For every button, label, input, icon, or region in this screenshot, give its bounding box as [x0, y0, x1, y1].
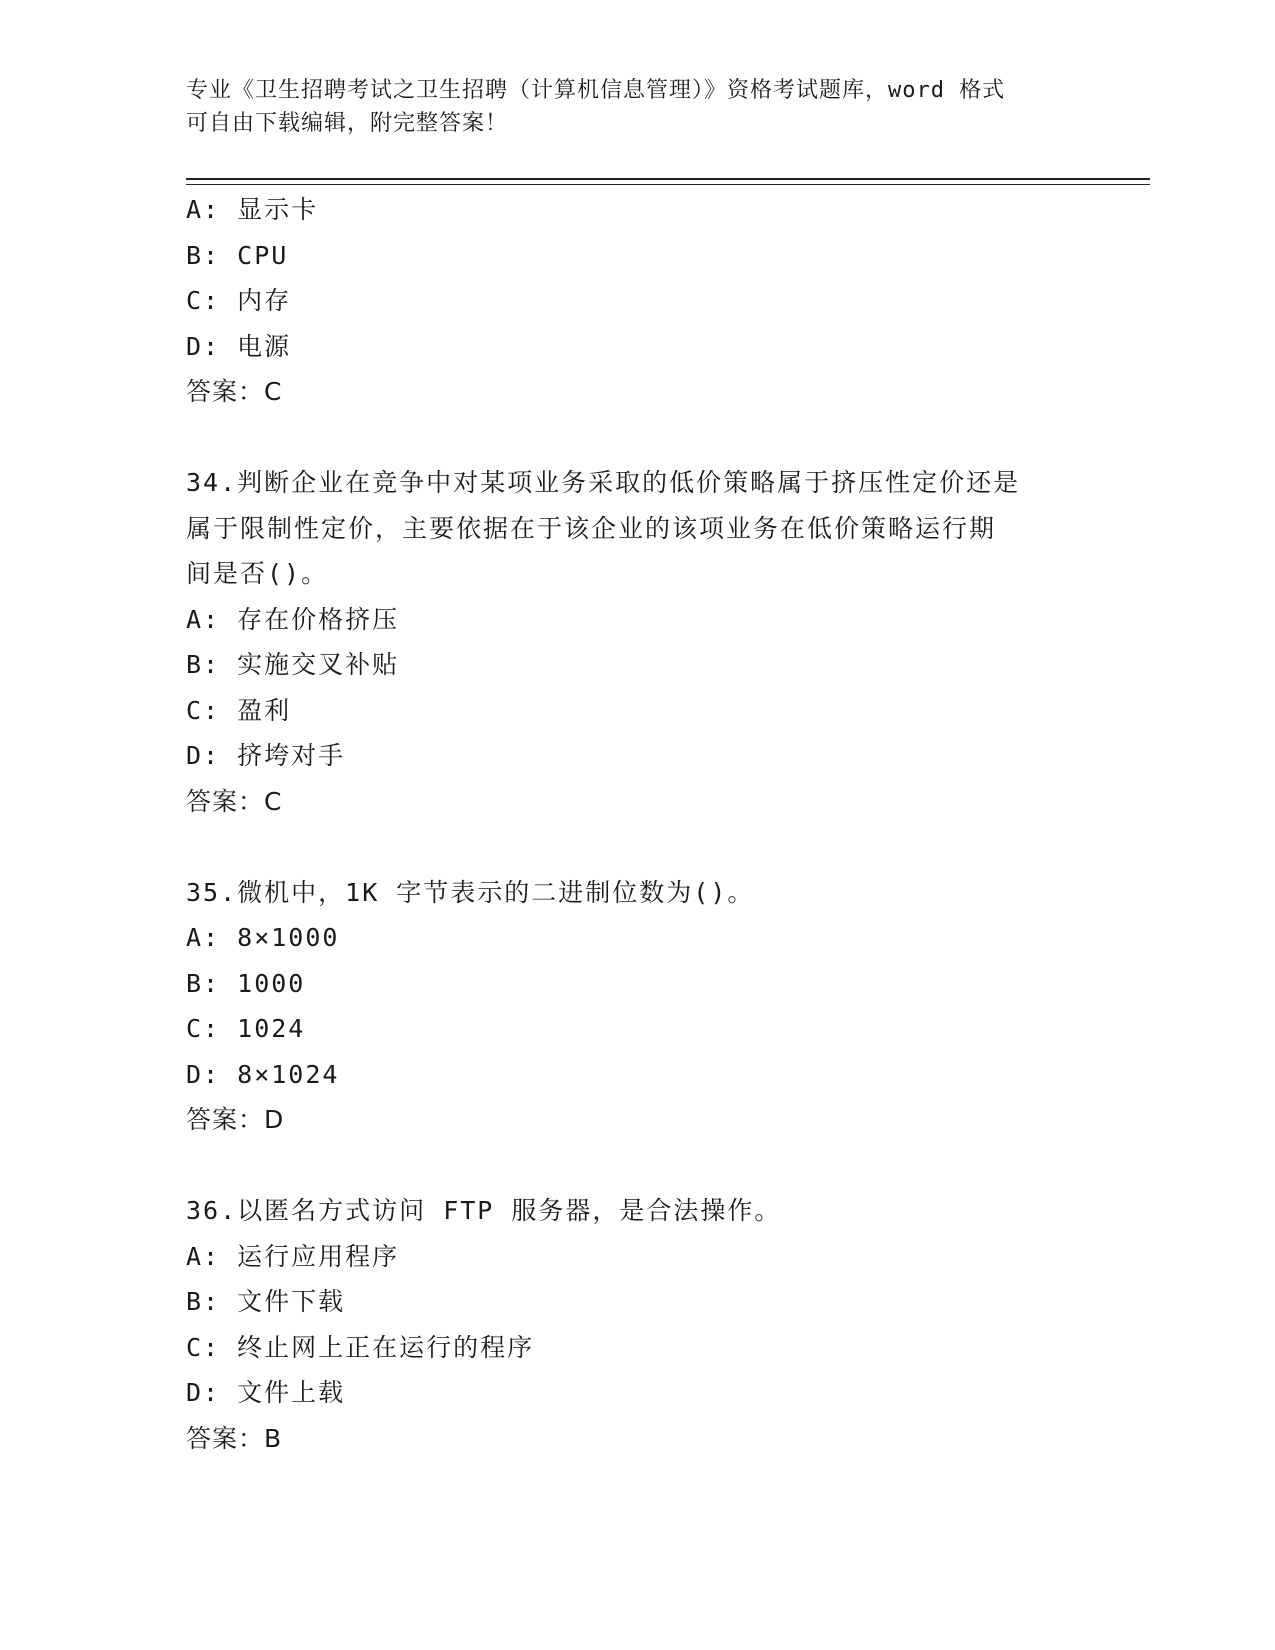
question-stem-line: 间是否()。	[186, 559, 329, 588]
option-a: A: 显示卡	[186, 195, 319, 224]
option-b: B: 1000	[186, 968, 306, 998]
answer-line: 答案：C	[186, 377, 283, 406]
answer-line: 答案：B	[186, 1423, 283, 1453]
question-stem-line: 36.以匿名方式访问 FTP 服务器，是合法操作。	[186, 1196, 782, 1225]
answer-line: 答案：C	[186, 786, 283, 816]
question-stem-line: 34.判断企业在竞争中对某项业务采取的低价策略属于挤压性定价还是	[186, 468, 1021, 497]
question-stem-line: 35.微机中，1K 字节表示的二进制位数为()。	[186, 877, 755, 907]
header-rule-thick	[186, 178, 1150, 180]
header-line-2: 可自由下载编辑，附完整答案！	[186, 111, 509, 136]
option-a: A: 存在价格挤压	[186, 604, 400, 634]
option-c: C: 终止网上正在运行的程序	[186, 1332, 535, 1362]
option-b: B: CPU	[186, 240, 289, 270]
option-c: C: 盈利	[186, 695, 292, 725]
header-rule-thin	[186, 184, 1150, 185]
header-line-1: 专业《卫生招聘考试之卫生招聘（计算机信息管理）》资格考试题库，word 格式	[186, 78, 1006, 103]
option-d: D: 挤垮对手	[186, 741, 346, 770]
option-a: A: 8×1000	[186, 923, 340, 952]
option-d: D: 文件上载	[186, 1378, 346, 1407]
spacer	[186, 415, 1086, 461]
option-c: C: 内存	[186, 286, 292, 315]
option-d: D: 电源	[186, 331, 292, 361]
option-a: A: 运行应用程序	[186, 1241, 400, 1271]
spacer	[186, 824, 1086, 870]
question-34	[186, 460, 1086, 824]
option-b: B: 文件下载	[186, 1287, 346, 1316]
option-c: C: 1024	[186, 1014, 306, 1043]
question-35	[186, 870, 1086, 1143]
question-stem-line: 属于限制性定价，主要依据在于该企业的该项业务在低价策略运行期	[186, 513, 997, 543]
answer-line: 答案：D	[186, 1105, 285, 1134]
spacer	[186, 1143, 1086, 1189]
question-list	[186, 187, 1086, 1461]
option-b: B: 实施交叉补贴	[186, 650, 400, 679]
option-d: D: 8×1024	[186, 1059, 340, 1089]
question-36	[186, 1188, 1086, 1461]
question-33	[186, 187, 1086, 415]
document-header	[186, 74, 1066, 140]
